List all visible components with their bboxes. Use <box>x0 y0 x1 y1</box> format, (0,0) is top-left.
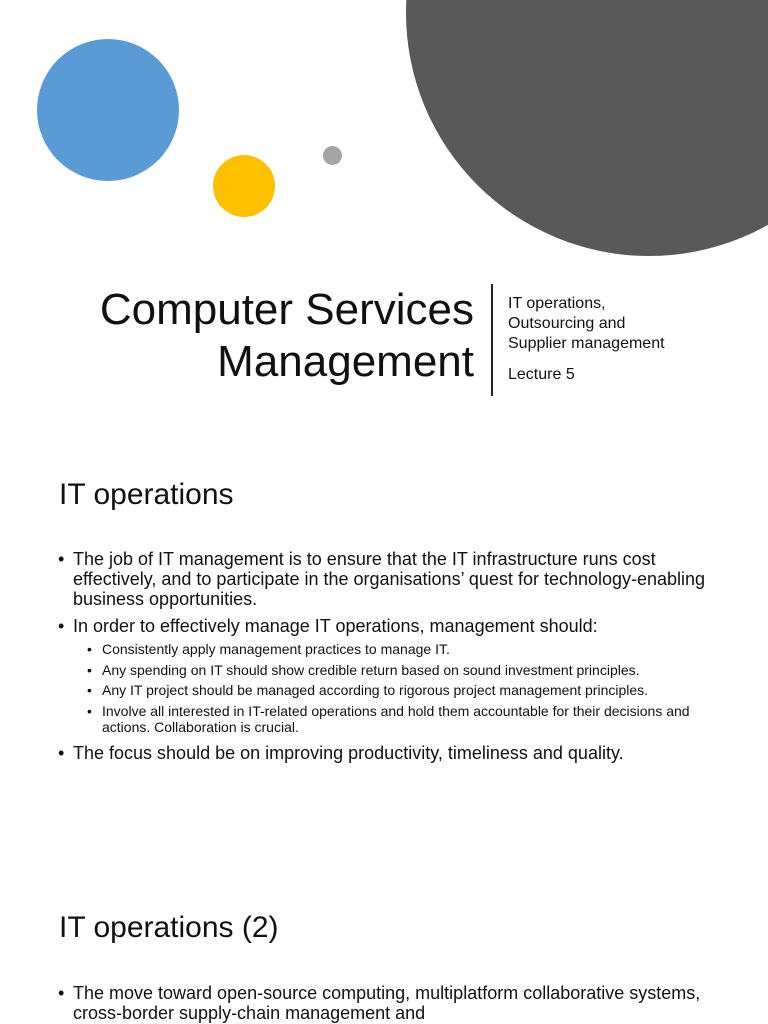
bullet-list <box>57 549 707 770</box>
lecture-label: Lecture 5 <box>508 366 575 383</box>
slide-heading: IT operations <box>59 478 234 511</box>
title-slide <box>0 0 768 430</box>
title-divider <box>491 284 493 396</box>
sub-bullet-item: • Any spending on IT should show credible return based on sound investment principles. <box>73 662 707 679</box>
subtitle-line: IT operations, <box>508 295 606 312</box>
content-slide-it-operations <box>0 432 768 850</box>
grey-dot-decoration <box>323 146 342 165</box>
content-slide-it-operations-2 <box>0 852 768 1024</box>
bullet-item: • The job of IT management is to ensure that the IT infrastructure runs cost effectively, and to participate in the organisations’ quest for technology-enabling business opportunities. <box>57 549 707 609</box>
subtitle-line: Supplier management <box>508 335 665 352</box>
sub-bullet-item: • Involve all interested in IT-related operations and hold them accountable for their decisions and actions. Collaboration is crucial. <box>73 703 707 736</box>
bullet-list <box>57 983 707 1024</box>
sub-bullet-item: • Any IT project should be managed according to rigorous project management principles. <box>73 682 707 699</box>
title-line-1: Computer Services <box>99 285 474 334</box>
blue-circle-decoration <box>37 39 179 181</box>
title-line-2: Management <box>217 337 474 386</box>
bullet-item: • The focus should be on improving productivity, timeliness and quality. <box>57 743 707 763</box>
yellow-circle-decoration <box>213 155 275 217</box>
slide-title <box>54 284 474 388</box>
sub-bullet-list <box>73 641 707 736</box>
slide-heading: IT operations (2) <box>59 911 279 944</box>
sub-bullet-item: • Consistently apply management practices to manage IT. <box>73 641 707 658</box>
slide-subtitle <box>508 294 748 354</box>
bullet-text: In order to effectively manage IT operations, management should: <box>73 616 598 636</box>
dark-circle-decoration <box>406 0 768 256</box>
bullet-item: • The move toward open-source computing, multiplatform collaborative systems, cross-border supply-chain management and <box>57 983 707 1023</box>
subtitle-line: Outsourcing and <box>508 315 626 332</box>
bullet-item <box>57 616 707 736</box>
